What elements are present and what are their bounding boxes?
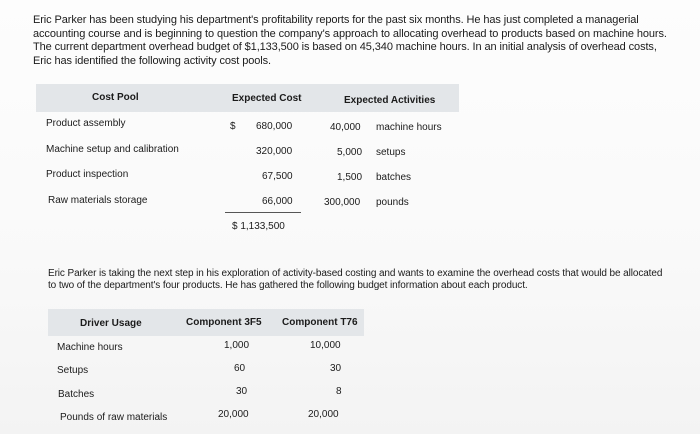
header-expected-cost: Expected Cost (232, 93, 302, 104)
dollar-sign: $ (230, 121, 236, 132)
cost-pool-name: Product inspection (46, 169, 129, 180)
component-3f5-value: 1,000 (224, 340, 250, 351)
header-cost-pool: Cost Pool (92, 92, 139, 103)
component-3f5-value: 30 (236, 386, 248, 397)
activity-quantity: 40,000 (330, 122, 361, 133)
component-t76-value: 10,000 (310, 340, 341, 351)
driver-label: Batches (58, 389, 95, 400)
driver-label: Machine hours (57, 342, 123, 353)
cost-pool-name: Product assembly (46, 118, 126, 129)
header-component-3f5: Component 3F5 (186, 317, 262, 328)
cost-pool-name: Machine setup and calibration (46, 144, 179, 155)
expected-cost-value: 680,000 (256, 121, 293, 132)
component-3f5-value: 20,000 (218, 409, 249, 420)
activity-unit: pounds (376, 197, 409, 208)
activity-quantity: 1,500 (337, 172, 363, 183)
second-paragraph: Eric Parker is taking the next step in his exploration of activity-based costing and wants to examine the overhead costs that would be allocated to two of the department's four products. He has gathered the following budget information about each product. (48, 268, 663, 292)
intro-paragraph: Eric Parker has been studying his department's profitability reports for the past six months. He has just completed a managerial accounting course and is beginning to question the company's approach to allocating overhead to products based on machine hours. The current department overhead budget of $1,133,500 is based on 45,340 machine hours. In an initial analysis of overhead costs, Eric has identified the following activity cost pools. (33, 14, 667, 67)
expected-cost-value: 67,500 (262, 171, 293, 182)
header-expected-activities: Expected Activities (344, 95, 436, 106)
component-t76-value: 30 (330, 363, 342, 374)
component-t76-value: 20,000 (308, 409, 339, 420)
header-driver-usage: Driver Usage (80, 318, 142, 329)
cost-pool-table (36, 84, 459, 239)
expected-cost-total: $ 1,133,500 (232, 221, 285, 232)
cost-pool-name: Raw materials storage (48, 195, 148, 206)
driver-usage-table (48, 309, 364, 427)
header-component-t76: Component T76 (282, 317, 358, 328)
expected-cost-value: 320,000 (256, 146, 293, 157)
total-rule (225, 212, 301, 213)
expected-cost-value: 66,000 (262, 196, 293, 207)
driver-label: Setups (57, 365, 89, 376)
activity-unit: batches (376, 172, 412, 183)
activity-unit: machine hours (376, 122, 442, 133)
component-t76-value: 8 (336, 386, 342, 397)
activity-quantity: 300,000 (324, 197, 361, 208)
component-3f5-value: 60 (234, 363, 246, 374)
driver-label: Pounds of raw materials (60, 412, 168, 423)
activity-quantity: 5,000 (337, 147, 363, 158)
activity-unit: setups (376, 147, 406, 158)
